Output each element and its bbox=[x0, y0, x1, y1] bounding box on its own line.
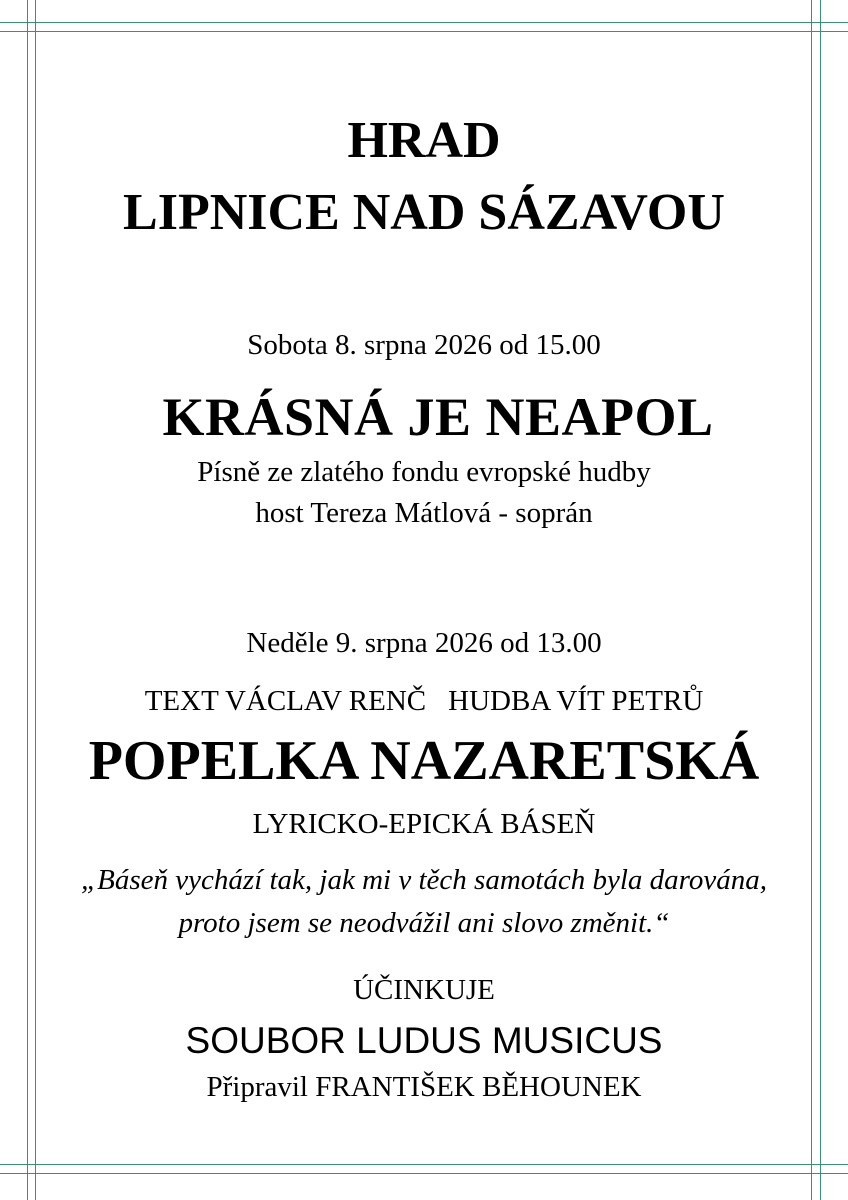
ensemble-name: SOUBOR LUDUS MUSICUS bbox=[185, 1020, 663, 1061]
border-bottom-inner bbox=[0, 1164, 848, 1165]
event2-credits bbox=[0, 683, 848, 719]
music-credit: HUDBA VÍT PETRŮ bbox=[448, 685, 704, 717]
venue-title: HRAD bbox=[347, 112, 501, 169]
border-bottom-outer bbox=[0, 1173, 848, 1174]
text-credit: TEXT VÁCLAV RENČ bbox=[144, 685, 427, 717]
event2-title: POPELKA NAZARETSKÁ bbox=[88, 730, 760, 792]
quote-line-2: proto jsem se neodvážil ani slovo změnit.“ bbox=[178, 907, 670, 939]
quote-line-1: „Báseň vychází tak, jak mi v těch samotách byla darována, bbox=[81, 864, 767, 896]
performers-heading: ÚČINKUJE bbox=[353, 974, 495, 1006]
event1-subtitle: Písně ze zlatého fondu evropské hudby bbox=[197, 456, 651, 488]
event2-genre: LYRICKO-EPICKÁ BÁSEŇ bbox=[252, 808, 596, 840]
event1-guest: host Tereza Mátlová - soprán bbox=[255, 497, 593, 529]
border-top-outer bbox=[0, 22, 848, 23]
event1-title: KRÁSNÁ JE NEAPOL bbox=[162, 387, 714, 447]
prepared-by: Připravil FRANTIŠEK BĚHOUNEK bbox=[206, 1071, 642, 1103]
venue-location: LIPNICE NAD SÁZAVOU bbox=[123, 184, 725, 241]
event1-date: Sobota 8. srpna 2026 od 15.00 bbox=[247, 329, 601, 361]
border-top-inner bbox=[0, 31, 848, 32]
event2-date: Neděle 9. srpna 2026 od 13.00 bbox=[246, 627, 602, 659]
